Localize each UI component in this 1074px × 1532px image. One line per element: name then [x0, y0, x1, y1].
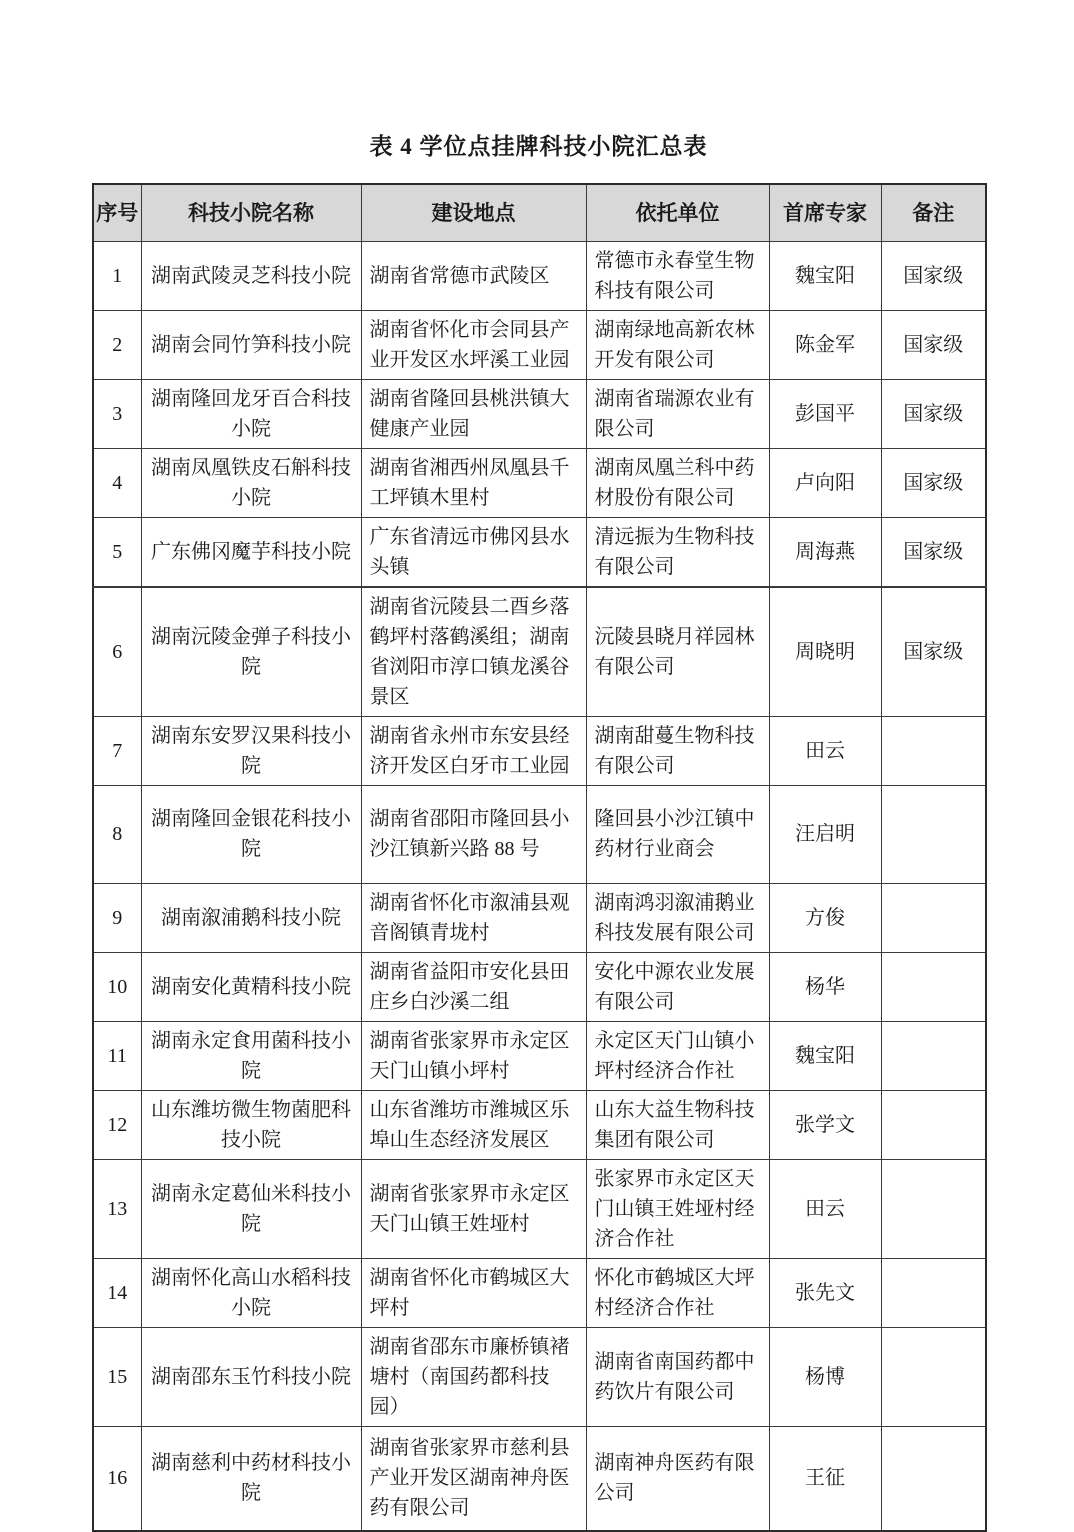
cell-location: 湖南省邵东市廉桥镇褚塘村（南国药都科技园）	[361, 1327, 586, 1426]
cell-location: 湖南省湘西州凤凰县千工坪镇木里村	[361, 448, 586, 517]
cell-courtyard-name: 山东潍坊微生物菌肥科技小院	[141, 1090, 361, 1159]
cell-support-unit: 湖南省瑞源农业有限公司	[586, 379, 769, 448]
cell-support-unit: 湖南鸿羽溆浦鹅业科技发展有限公司	[586, 883, 769, 952]
table-row	[93, 883, 986, 952]
cell-support-unit: 湖南甜蔓生物科技有限公司	[586, 716, 769, 785]
cell-location: 湖南省怀化市溆浦县观音阁镇青垅村	[361, 883, 586, 952]
cell-note	[881, 785, 986, 883]
cell-courtyard-name: 湖南怀化高山水稻科技小院	[141, 1258, 361, 1327]
cell-support-unit: 沅陵县晓月祥园林有限公司	[586, 587, 769, 717]
cell-chief-expert: 张先文	[769, 1258, 881, 1327]
cell-row-number: 11	[93, 1021, 141, 1090]
cell-note	[881, 883, 986, 952]
cell-row-number: 14	[93, 1258, 141, 1327]
cell-row-number: 7	[93, 716, 141, 785]
cell-note	[881, 716, 986, 785]
table-row	[93, 448, 986, 517]
cell-support-unit: 清远振为生物科技有限公司	[586, 517, 769, 587]
cell-row-number: 1	[93, 241, 141, 310]
cell-chief-expert: 方俊	[769, 883, 881, 952]
cell-row-number: 2	[93, 310, 141, 379]
cell-location: 湖南省益阳市安化县田庄乡白沙溪二组	[361, 952, 586, 1021]
cell-row-number: 4	[93, 448, 141, 517]
cell-note: 国家级	[881, 517, 986, 587]
header-cell-name: 科技小院名称	[141, 184, 361, 241]
table-row	[93, 1159, 986, 1258]
cell-row-number: 13	[93, 1159, 141, 1258]
cell-chief-expert: 周晓明	[769, 587, 881, 717]
cell-note	[881, 1258, 986, 1327]
header-cell-location: 建设地点	[361, 184, 586, 241]
cell-row-number: 6	[93, 587, 141, 717]
table-row	[93, 1426, 986, 1531]
cell-courtyard-name: 湖南凤凰铁皮石斛科技小院	[141, 448, 361, 517]
table-row	[93, 379, 986, 448]
cell-chief-expert: 杨华	[769, 952, 881, 1021]
table-row	[93, 517, 986, 587]
cell-courtyard-name: 湖南邵东玉竹科技小院	[141, 1327, 361, 1426]
cell-courtyard-name: 湖南安化黄精科技小院	[141, 952, 361, 1021]
cell-support-unit: 湖南神舟医药有限公司	[586, 1426, 769, 1531]
cell-note	[881, 1090, 986, 1159]
cell-note	[881, 1021, 986, 1090]
cell-location: 湖南省隆回县桃洪镇大健康产业园	[361, 379, 586, 448]
cell-location: 湖南省张家界市永定区天门山镇小坪村	[361, 1021, 586, 1090]
table-row	[93, 587, 986, 717]
table-row	[93, 1021, 986, 1090]
cell-location: 湖南省永州市东安县经济开发区白牙市工业园	[361, 716, 586, 785]
cell-support-unit: 常德市永春堂生物科技有限公司	[586, 241, 769, 310]
cell-support-unit: 永定区天门山镇小坪村经济合作社	[586, 1021, 769, 1090]
table-row	[93, 1258, 986, 1327]
cell-note	[881, 1426, 986, 1531]
cell-courtyard-name: 湖南永定食用菌科技小院	[141, 1021, 361, 1090]
cell-support-unit: 湖南凤凰兰科中药材股份有限公司	[586, 448, 769, 517]
cell-support-unit: 张家界市永定区天门山镇王姓垭村经济合作社	[586, 1159, 769, 1258]
cell-courtyard-name: 湖南东安罗汉果科技小院	[141, 716, 361, 785]
table-row	[93, 952, 986, 1021]
cell-support-unit: 隆回县小沙江镇中药材行业商会	[586, 785, 769, 883]
cell-location: 湖南省张家界市永定区天门山镇王姓垭村	[361, 1159, 586, 1258]
cell-chief-expert: 王征	[769, 1426, 881, 1531]
cell-courtyard-name: 湖南会同竹笋科技小院	[141, 310, 361, 379]
summary-table	[92, 183, 987, 1532]
table-row	[93, 716, 986, 785]
cell-courtyard-name: 湖南沅陵金弹子科技小院	[141, 587, 361, 717]
table-header-row	[93, 184, 986, 241]
cell-note: 国家级	[881, 587, 986, 717]
cell-chief-expert: 陈金军	[769, 310, 881, 379]
cell-chief-expert: 汪启明	[769, 785, 881, 883]
cell-row-number: 3	[93, 379, 141, 448]
header-cell-unit: 依托单位	[586, 184, 769, 241]
cell-note	[881, 1327, 986, 1426]
cell-note: 国家级	[881, 241, 986, 310]
cell-location: 广东省清远市佛冈县水头镇	[361, 517, 586, 587]
cell-chief-expert: 杨博	[769, 1327, 881, 1426]
cell-row-number: 15	[93, 1327, 141, 1426]
cell-note: 国家级	[881, 379, 986, 448]
cell-chief-expert: 彭国平	[769, 379, 881, 448]
cell-note	[881, 952, 986, 1021]
cell-location: 湖南省张家界市慈利县产业开发区湖南神舟医药有限公司	[361, 1426, 586, 1531]
cell-support-unit: 怀化市鹤城区大坪村经济合作社	[586, 1258, 769, 1327]
header-cell-no: 序号	[93, 184, 141, 241]
cell-chief-expert: 魏宝阳	[769, 1021, 881, 1090]
table-row	[93, 785, 986, 883]
cell-row-number: 16	[93, 1426, 141, 1531]
cell-location: 山东省潍坊市潍城区乐埠山生态经济发展区	[361, 1090, 586, 1159]
cell-note: 国家级	[881, 448, 986, 517]
cell-courtyard-name: 湖南溆浦鹅科技小院	[141, 883, 361, 952]
cell-location: 湖南省沅陵县二酉乡落鹤坪村落鹤溪组；湖南省浏阳市淳口镇龙溪谷景区	[361, 587, 586, 717]
cell-courtyard-name: 湖南隆回金银花科技小院	[141, 785, 361, 883]
cell-chief-expert: 卢向阳	[769, 448, 881, 517]
cell-support-unit: 山东大益生物科技集团有限公司	[586, 1090, 769, 1159]
cell-chief-expert: 田云	[769, 1159, 881, 1258]
cell-location: 湖南省邵阳市隆回县小沙江镇新兴路 88 号	[361, 785, 586, 883]
cell-note: 国家级	[881, 310, 986, 379]
table-row	[93, 241, 986, 310]
cell-location: 湖南省怀化市会同县产业开发区水坪溪工业园	[361, 310, 586, 379]
header-cell-note: 备注	[881, 184, 986, 241]
cell-courtyard-name: 广东佛冈魔芋科技小院	[141, 517, 361, 587]
cell-support-unit: 湖南绿地高新农林开发有限公司	[586, 310, 769, 379]
cell-row-number: 5	[93, 517, 141, 587]
table-row	[93, 1327, 986, 1426]
cell-support-unit: 安化中源农业发展有限公司	[586, 952, 769, 1021]
cell-location: 湖南省怀化市鹤城区大坪村	[361, 1258, 586, 1327]
cell-chief-expert: 魏宝阳	[769, 241, 881, 310]
document-page	[92, 0, 985, 1532]
cell-location: 湖南省常德市武陵区	[361, 241, 586, 310]
cell-row-number: 10	[93, 952, 141, 1021]
cell-support-unit: 湖南省南国药都中药饮片有限公司	[586, 1327, 769, 1426]
cell-note	[881, 1159, 986, 1258]
cell-chief-expert: 张学文	[769, 1090, 881, 1159]
cell-row-number: 8	[93, 785, 141, 883]
table-row	[93, 310, 986, 379]
cell-chief-expert: 田云	[769, 716, 881, 785]
cell-row-number: 12	[93, 1090, 141, 1159]
table-row	[93, 1090, 986, 1159]
page-title: 表 4 学位点挂牌科技小院汇总表	[369, 134, 708, 159]
cell-courtyard-name: 湖南武陵灵芝科技小院	[141, 241, 361, 310]
cell-row-number: 9	[93, 883, 141, 952]
cell-courtyard-name: 湖南慈利中药材科技小院	[141, 1426, 361, 1531]
header-cell-expert: 首席专家	[769, 184, 881, 241]
cell-chief-expert: 周海燕	[769, 517, 881, 587]
cell-courtyard-name: 湖南隆回龙牙百合科技小院	[141, 379, 361, 448]
cell-courtyard-name: 湖南永定葛仙米科技小院	[141, 1159, 361, 1258]
